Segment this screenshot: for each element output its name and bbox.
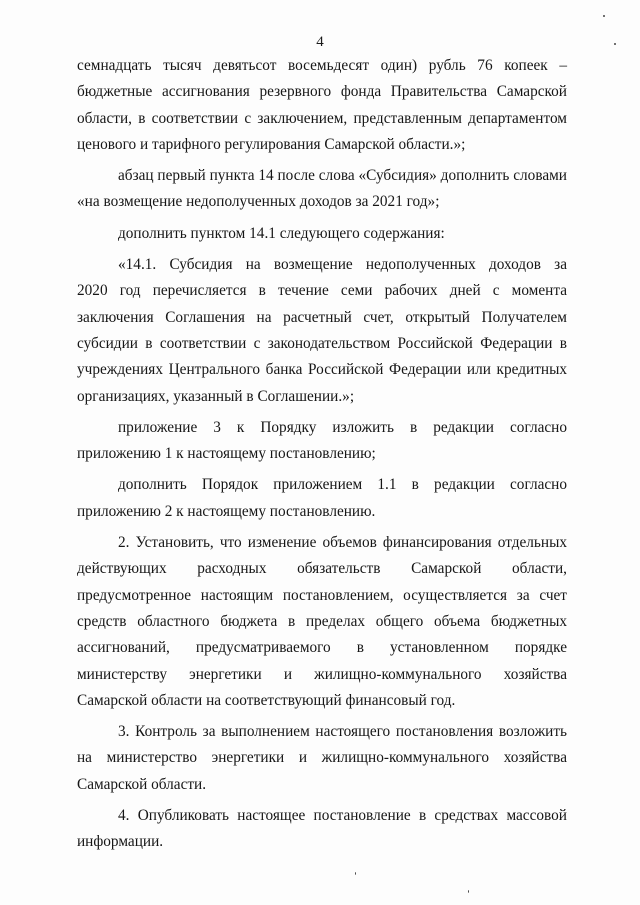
text-line: действующих расходных обязательств Самарской области, [77, 560, 567, 578]
text-line: учреждениях Центрального банка Российской Федерации или кредитных [77, 361, 567, 379]
text-line: приложение 3 к Порядку изложить в редакции согласно [118, 418, 567, 436]
text-line: 3. Контроль за выполнением настоящего постановления возложить [118, 723, 567, 741]
paragraph-allocation-end [77, 53, 567, 158]
text-line: субсидии в соответствии с законодательством Российской Федерации в [77, 334, 567, 352]
paragraph-item-14-amendment [77, 163, 567, 216]
paragraph-add-item-14-1 [77, 221, 567, 247]
text-line: Самарской области. [77, 775, 207, 793]
text-line: на министерство энергетики и жилищно-коммунального хозяйства [77, 749, 567, 767]
text-line: абзац первый пункта 14 после слова «Субсидия» дополнить словами [118, 167, 567, 185]
text-line: семнадцать тысяч девятьсот восемьдесят один) рубль 76 копеек – [77, 57, 567, 74]
text-line: 4. Опубликовать настоящее постановление в средствах массовой [118, 807, 567, 825]
text-line: «на возмещение недополученных доходов за 2021 год»; [77, 193, 440, 211]
text-line: области, в соответствии с заключением, представленным департаментом [77, 109, 567, 127]
text-line: дополнить пунктом 14.1 следующего содержания: [118, 224, 445, 242]
text-line: Самарской области на соответствующий финансовый год. [77, 691, 456, 709]
text-line: ценового и тарифного регулирования Самарской области.»; [77, 135, 466, 153]
text-line: средств областного бюджета в пределах общего объема бюджетных [77, 612, 567, 630]
text-line: бюджетные ассигнования резервного фонда Правительства Самарской [77, 83, 567, 101]
document-body [77, 53, 567, 856]
paragraph-appendix-3 [77, 415, 567, 468]
paragraph-item-2 [77, 530, 567, 714]
text-line: приложению 1 к настоящему постановлению; [77, 445, 376, 463]
text-line: 2020 год перечисляется в течение семи рабочих дней с момента [77, 282, 567, 300]
scan-speck [603, 15, 605, 17]
paragraph-item-3 [77, 719, 567, 798]
paragraph-appendix-1-1 [77, 472, 567, 525]
scan-speck [614, 43, 616, 45]
scan-speck [355, 872, 356, 875]
page-number: 4 [316, 34, 324, 50]
text-line: предусмотренное настоящим постановлением, осуществляется за счет [77, 586, 567, 604]
paragraph-item-14-1-text [77, 252, 567, 410]
text-line: информации. [77, 833, 164, 851]
text-line: министерству энергетики и жилищно-коммунального хозяйства [77, 665, 567, 683]
paragraph-item-4 [77, 803, 567, 856]
text-line: ассигнований, предусматриваемого в установленном порядке [77, 639, 567, 657]
scan-speck [468, 890, 469, 893]
text-line: 2. Установить, что изменение объемов финансирования отдельных [118, 534, 567, 552]
text-line: «14.1. Субсидия на возмещение недополученных доходов за [118, 256, 567, 274]
text-line: приложению 2 к настоящему постановлению. [77, 502, 376, 520]
text-line: заключения Соглашения на расчетный счет, открытый Получателем [77, 308, 567, 326]
text-line: дополнить Порядок приложением 1.1 в редакции согласно [118, 476, 567, 494]
text-line: организациях, указанный в Соглашении.»; [77, 387, 355, 405]
